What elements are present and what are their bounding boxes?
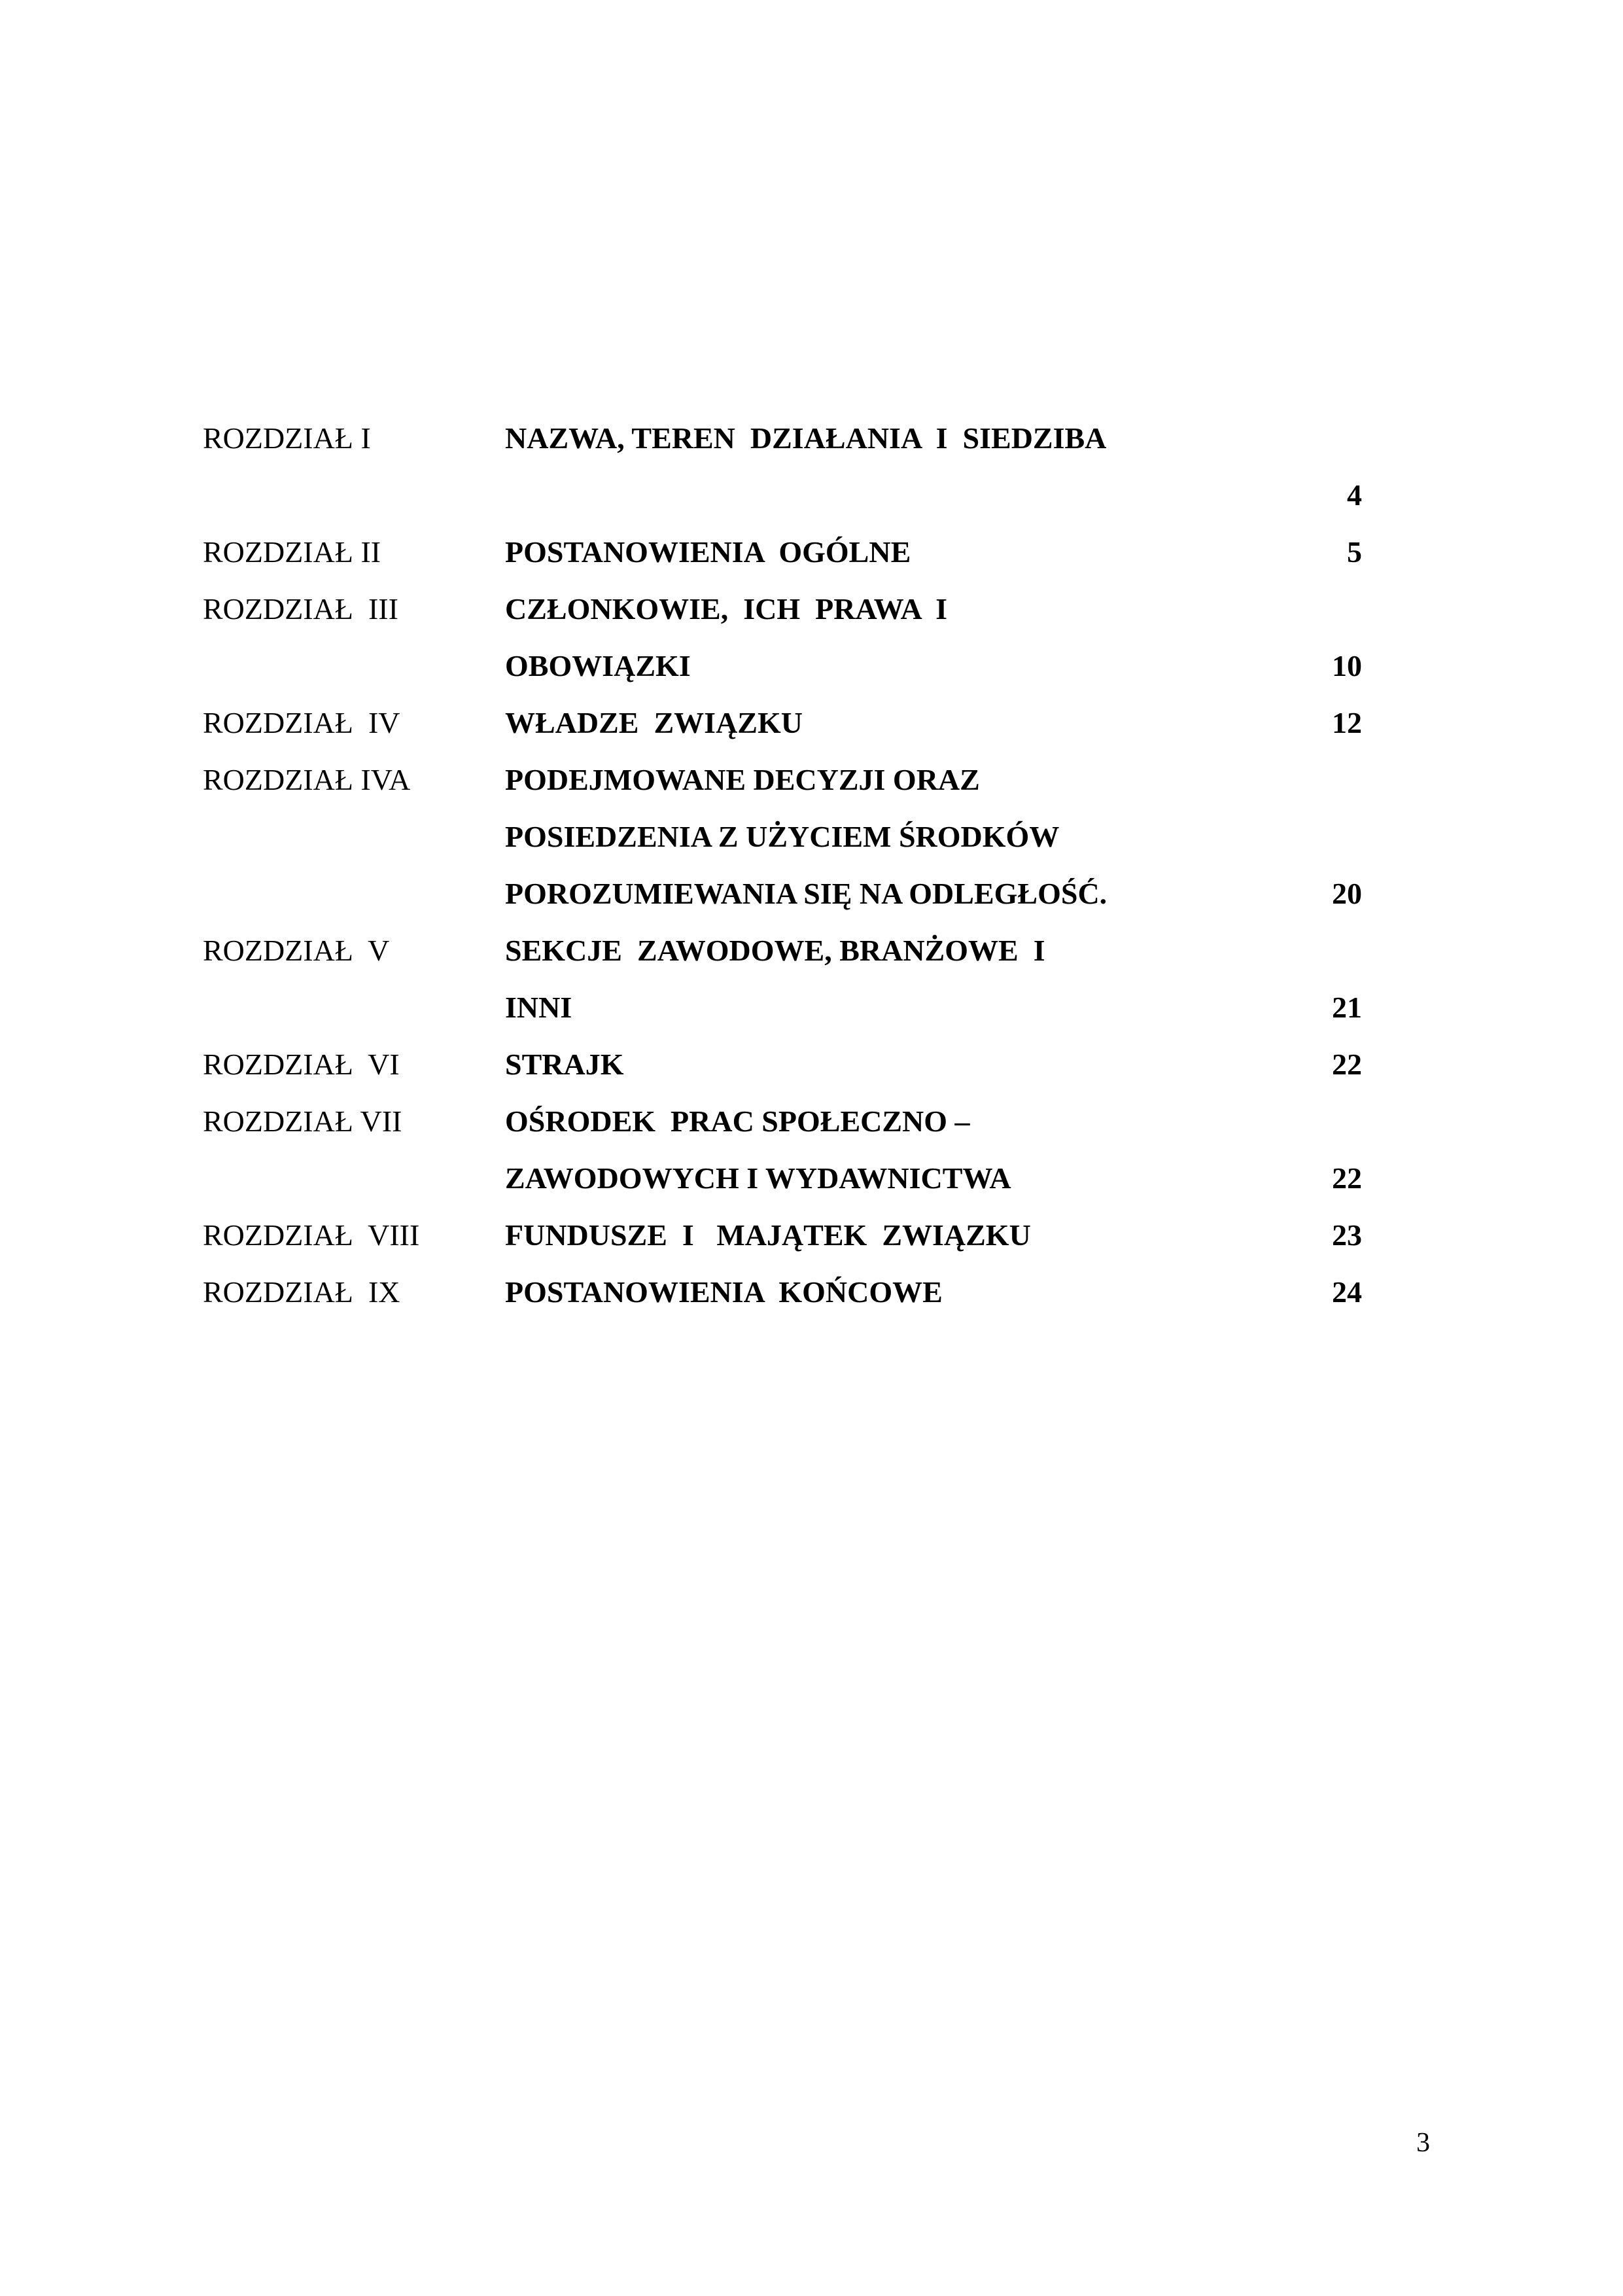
page-number: 3 xyxy=(1416,2128,1430,2158)
toc-line xyxy=(0,581,1623,637)
toc-line xyxy=(0,1207,1623,1263)
chapter-label: ROZDZIAŁ VII xyxy=(203,1104,402,1138)
chapter-label: ROZDZIAŁ IX xyxy=(203,1275,400,1309)
toc-line xyxy=(0,752,1623,808)
chapter-page-number: 24 xyxy=(1332,1275,1362,1309)
chapter-title: POROZUMIEWANIA SIĘ NA ODLEGŁOŚĆ. xyxy=(505,877,1108,910)
chapter-page-number: 22 xyxy=(1332,1161,1362,1195)
chapter-page-number: 12 xyxy=(1332,706,1362,739)
chapter-label: ROZDZIAŁ VIII xyxy=(203,1218,420,1252)
chapter-label: ROZDZIAŁ I xyxy=(203,421,371,455)
toc-line xyxy=(0,809,1623,865)
chapter-title: FUNDUSZE I MAJĄTEK ZWIĄZKU xyxy=(505,1218,1031,1252)
toc-line xyxy=(0,923,1623,979)
toc-line xyxy=(0,524,1623,580)
chapter-title: OBOWIĄZKI xyxy=(505,649,691,682)
chapter-page-number: 4 xyxy=(1347,478,1362,512)
toc-line xyxy=(0,980,1623,1036)
toc-line xyxy=(0,410,1623,467)
chapter-title: OŚRODEK PRAC SPOŁECZNO – xyxy=(505,1104,970,1138)
chapter-label: ROZDZIAŁ IVA xyxy=(203,763,411,796)
toc-line xyxy=(0,695,1623,751)
toc-line xyxy=(0,1036,1623,1093)
chapter-title: INNI xyxy=(505,991,572,1024)
chapter-title: PODEJMOWANE DECYZJI ORAZ xyxy=(505,763,980,796)
chapter-page-number: 22 xyxy=(1332,1048,1362,1081)
chapter-title: NAZWA, TEREN DZIAŁANIA I SIEDZIBA xyxy=(505,421,1107,455)
chapter-page-number: 10 xyxy=(1332,649,1362,682)
chapter-title: SEKCJE ZAWODOWE, BRANŻOWE I xyxy=(505,934,1045,967)
toc-line xyxy=(0,866,1623,922)
chapter-title: CZŁONKOWIE, ICH PRAWA I xyxy=(505,592,948,626)
toc-line xyxy=(0,467,1623,523)
toc-line xyxy=(0,1150,1623,1207)
chapter-title: POSIEDZENIA Z UŻYCIEM ŚRODKÓW xyxy=(505,820,1060,853)
chapter-title: STRAJK xyxy=(505,1048,624,1081)
chapter-title: POSTANOWIENIA OGÓLNE xyxy=(505,535,911,569)
chapter-title: WŁADZE ZWIĄZKU xyxy=(505,706,803,739)
chapter-title: POSTANOWIENIA KOŃCOWE xyxy=(505,1275,943,1309)
toc-line xyxy=(0,638,1623,694)
chapter-page-number: 20 xyxy=(1332,877,1362,910)
chapter-title: ZAWODOWYCH I WYDAWNICTWA xyxy=(505,1161,1011,1195)
chapter-label: ROZDZIAŁ III xyxy=(203,592,398,626)
chapter-label: ROZDZIAŁ V xyxy=(203,934,390,967)
toc-line xyxy=(0,1264,1623,1320)
chapter-page-number: 23 xyxy=(1332,1218,1362,1252)
toc-line xyxy=(0,1093,1623,1150)
chapter-label: ROZDZIAŁ II xyxy=(203,535,381,569)
chapter-label: ROZDZIAŁ VI xyxy=(203,1048,400,1081)
chapter-page-number: 5 xyxy=(1347,535,1362,569)
chapter-page-number: 21 xyxy=(1332,991,1362,1024)
chapter-label: ROZDZIAŁ IV xyxy=(203,706,400,739)
